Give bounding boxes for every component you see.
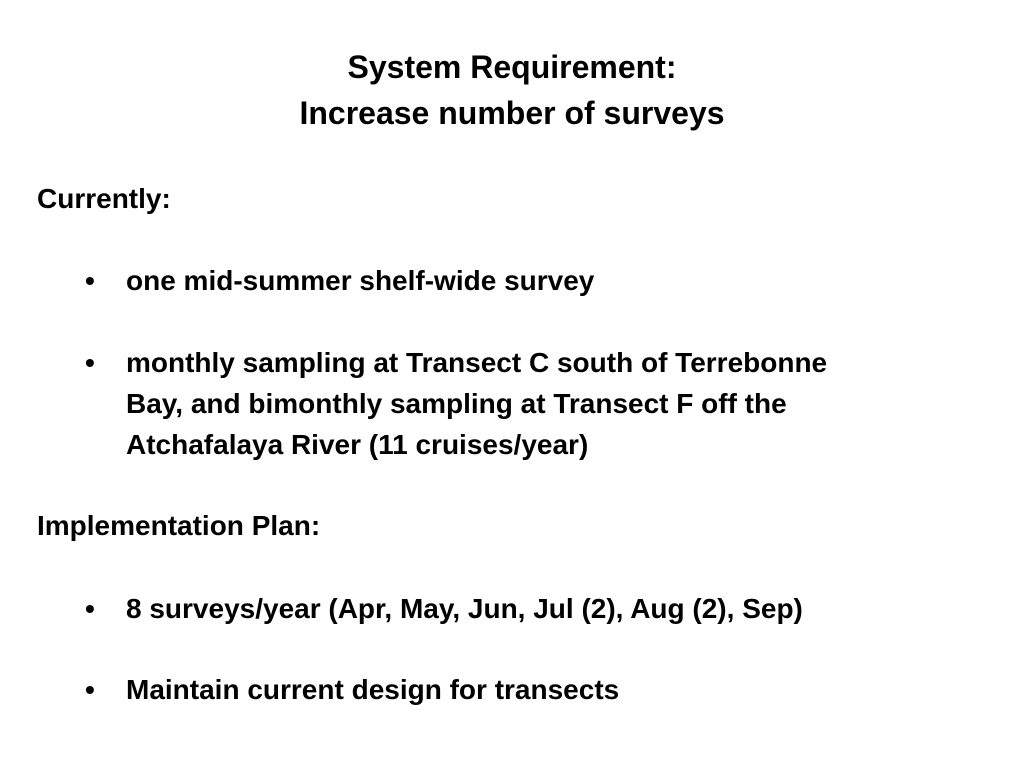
bullet-line: Atchafalaya River (11 cruises/year) (126, 429, 589, 460)
bullet-line: Bay, and bimonthly sampling at Transect F off the (126, 388, 787, 419)
bullet-text (126, 342, 1005, 465)
slide-title (0, 44, 1024, 136)
bullet-line: Maintain current design for transects (126, 674, 620, 705)
title-line-1: System Requirement: (347, 49, 677, 85)
bullet-line: monthly sampling at Transect C south of Terrebonne (126, 347, 828, 378)
title-line-2: Increase number of surveys (299, 95, 725, 131)
bullet-line: one mid-summer shelf-wide survey (126, 265, 595, 296)
plan-heading: Implementation Plan: (37, 510, 321, 541)
plan-bullet-2 (85, 669, 1005, 710)
bullet-icon: • (85, 593, 95, 624)
currently-bullet-2 (85, 342, 1005, 465)
bullet-text (126, 669, 1005, 710)
plan-bullet-1 (85, 588, 1005, 629)
bullet-text (126, 260, 1005, 301)
currently-heading: Currently: (37, 183, 171, 214)
bullet-icon: • (85, 347, 95, 378)
currently-bullet-1 (85, 260, 1005, 301)
bullet-text (126, 588, 1005, 629)
bullet-icon: • (85, 265, 95, 296)
bullet-icon: • (85, 674, 95, 705)
bullet-line: 8 surveys/year (Apr, May, Jun, Jul (2), Aug (2), Sep) (126, 593, 803, 624)
